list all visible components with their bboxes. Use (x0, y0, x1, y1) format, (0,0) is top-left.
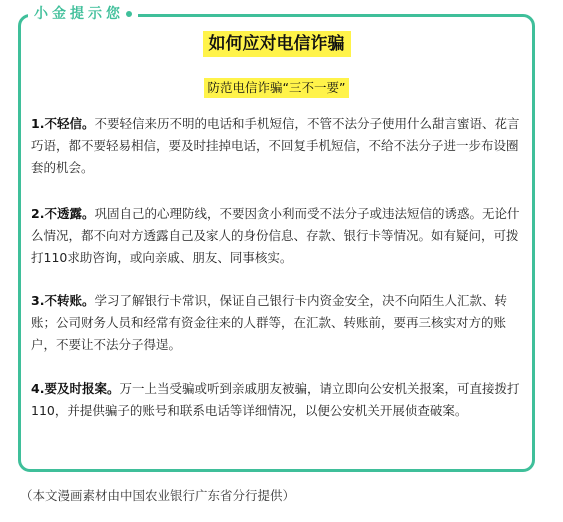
section-head: 3.不转账。 (31, 293, 95, 308)
section-head: 4.要及时报案。 (31, 381, 120, 396)
section-not-disclose (31, 203, 525, 269)
card-title: 如何应对电信诈骗 (203, 31, 351, 57)
title-row (21, 31, 532, 57)
section-head: 1.不轻信。 (31, 116, 95, 131)
tip-header-label (28, 4, 138, 24)
section-body: 学习了解银行卡常识，保证自己银行卡内资金安全，决不向陌生人汇款、转账；公司财务人员和经常有资金往来的人群等，在汇款、转账前，要再三核实对方的账户，不要让不法分子得逞。 (31, 293, 507, 352)
dot-icon (126, 11, 132, 17)
section-body: 巩固自己的心理防线，不要因贪小利而受不法分子或违法短信的诱惑。无论什么情况，都不向对方透露自己及家人的身份信息、存款、银行卡等情况。如有疑问，可拨打110求助咨询，或向亲戚、朋友、同事核实。 (31, 206, 520, 265)
section-not-transfer (31, 290, 525, 356)
card-subtitle: 防范电信诈骗“三不一要” (204, 78, 350, 98)
tip-card (18, 14, 535, 472)
section-body: 万一上当受骗或听到亲戚朋友被骗，请立即向公安机关报案，可直接拨打110，并提供骗子的账号和联系电话等详细情况，以便公安机关开展侦查破案。 (31, 381, 520, 418)
section-report-promptly (31, 378, 525, 422)
section-not-trust (31, 113, 525, 179)
tip-header-text: 小金提示您 (34, 6, 124, 22)
source-caption: （本文漫画素材由中国农业银行广东省分行提供） (20, 488, 296, 503)
section-head: 2.不透露。 (31, 206, 95, 221)
subtitle-row (21, 77, 532, 98)
section-body: 不要轻信来历不明的电话和手机短信，不管不法分子使用什么甜言蜜语、花言巧语，都不要轻易相信，要及时挂掉电话，不回复手机短信，不给不法分子进一步布设圈套的机会。 (31, 116, 520, 175)
